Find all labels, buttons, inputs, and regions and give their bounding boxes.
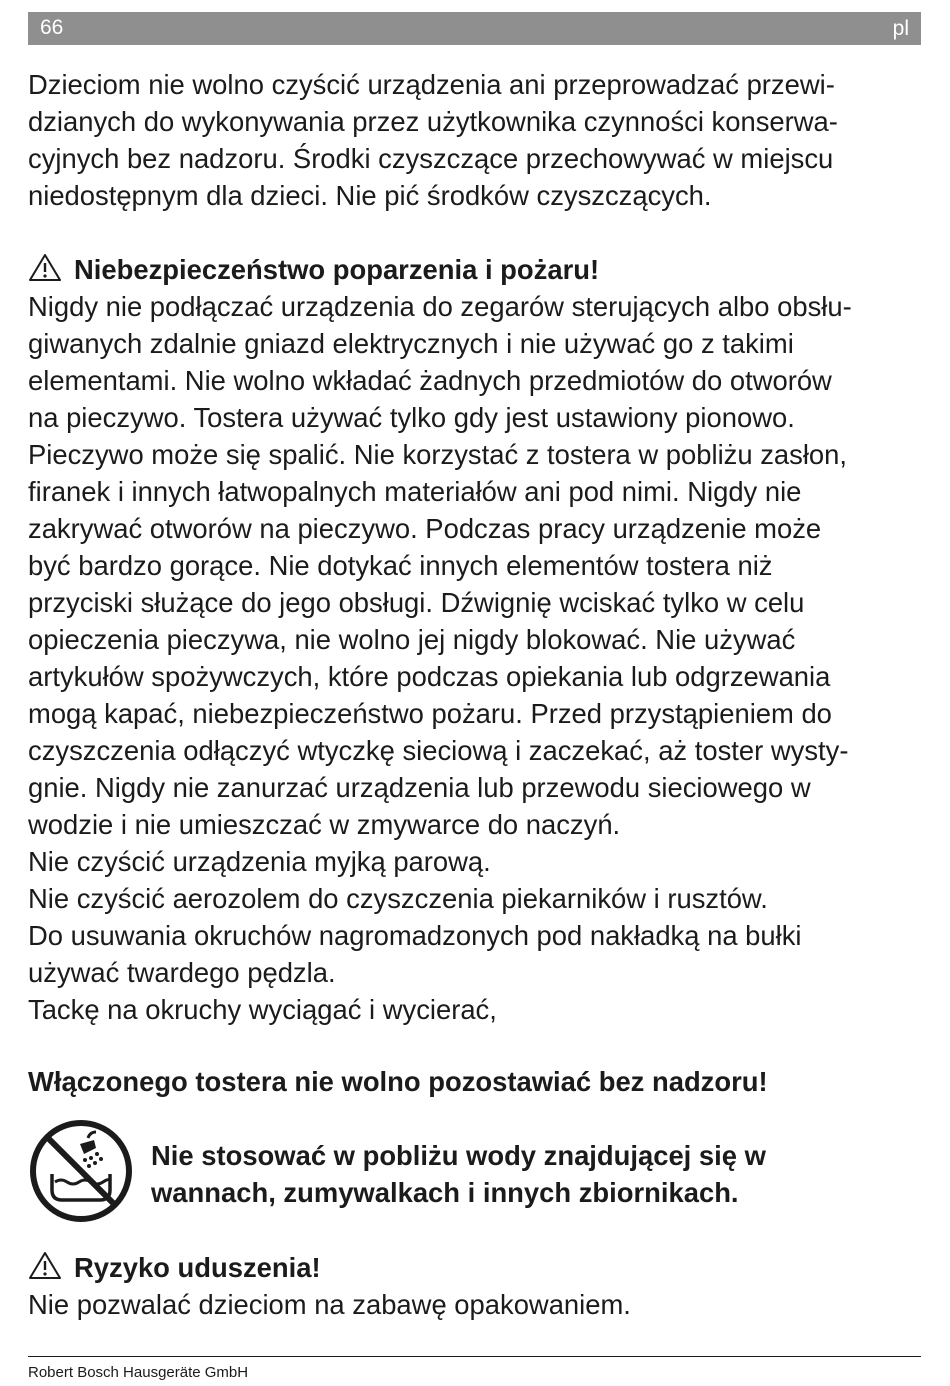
text-line: Nigdy nie podłączać urządzenia do zegarów sterujących albo obsłu- xyxy=(28,291,852,322)
text-line: wodzie i nie umieszczać w zmywarce do naczyń. xyxy=(28,809,621,840)
text-line: artykułów spożywczych, które podczas opiekania lub odgrzewania xyxy=(28,661,831,692)
burn-warning-body xyxy=(28,288,928,1028)
unattended-warning: Włączonego tostera nie wolno pozostawiać bez nadzoru! xyxy=(28,1066,768,1097)
text-line: opieczenia pieczywa, nie wolno jej nigdy blokować. Nie używać xyxy=(28,624,796,655)
footer-company: Robert Bosch Hausgeräte GmbH xyxy=(28,1364,249,1381)
suffocation-warning-title: Ryzyko uduszenia! xyxy=(74,1252,321,1283)
text-line: zakrywać otworów na pieczywo. Podczas pracy urządzenie może xyxy=(28,513,822,544)
text-line: przyciski służące do jego obsługi. Dźwignię wciskać tylko w celu xyxy=(28,587,805,618)
text-line: Pieczywo może się spalić. Nie korzystać z tostera w pobliżu zasłon, xyxy=(28,439,847,470)
text-line: giwanych zdalnie gniazd elektrycznych i nie używać go z takimi xyxy=(28,328,794,359)
text-line: mogą kapać, niebezpieczeństwo pożaru. Przed przystąpieniem do xyxy=(28,698,832,729)
no-water-bath-icon xyxy=(28,1118,134,1224)
footer-divider xyxy=(28,1356,921,1357)
burn-warning-heading xyxy=(28,251,599,288)
text-line: Nie czyścić urządzenia myjką parową. xyxy=(28,846,491,877)
warning-triangle-icon xyxy=(28,253,62,282)
page-number: 66 xyxy=(40,16,64,39)
text-line: dzianych do wykonywania przez użytkownika czynności konserwa- xyxy=(28,106,838,137)
text-line: czyszczenia odłączyć wtyczkę sieciową i zaczekać, aż toster wysty- xyxy=(28,735,849,766)
suffocation-warning-body: Nie pozwalać dzieciom na zabawę opakowaniem. xyxy=(28,1289,631,1320)
text-line: Nie stosować w pobliżu wody znajdującej się w xyxy=(151,1140,766,1171)
text-line: być bardzo gorące. Nie dotykać innych elementów tostera niż xyxy=(28,550,773,581)
language-code: pl xyxy=(892,17,909,40)
text-line: Do usuwania okruchów nagromadzonych pod nakładką na bułki xyxy=(28,920,802,951)
text-line: wannach, zumywalkach i innych zbiornikach. xyxy=(151,1177,739,1208)
intro-paragraph xyxy=(28,66,928,214)
text-line: Tackę na okruchy wyciągać i wycierać, xyxy=(28,994,497,1025)
text-line: na pieczywo. Tostera używać tylko gdy jest ustawiony pionowo. xyxy=(28,402,795,433)
warning-triangle-icon xyxy=(28,1251,62,1280)
text-line: cyjnych bez nadzoru. Środki czyszczące przechowywać w miejscu xyxy=(28,143,834,174)
text-line: elementami. Nie wolno wkładać żadnych przedmiotów do otworów xyxy=(28,365,832,396)
burn-warning-title: Niebezpieczeństwo poparzenia i pożaru! xyxy=(74,254,600,285)
text-line: Dzieciom nie wolno czyścić urządzenia ani przeprowadzać przewi- xyxy=(28,69,835,100)
suffocation-warning-heading xyxy=(28,1249,321,1286)
text-line: używać twardego pędzla. xyxy=(28,957,336,988)
page-header-bar xyxy=(28,12,921,45)
text-line: Nie czyścić aerozolem do czyszczenia piekarników i rusztów. xyxy=(28,883,768,914)
text-line: firanek i innych łatwopalnych materiałów ani pod nimi. Nigdy nie xyxy=(28,476,802,507)
text-line: niedostępnym dla dzieci. Nie pić środków czyszczących. xyxy=(28,180,712,211)
water-warning-text xyxy=(151,1137,766,1211)
text-line: gnie. Nigdy nie zanurzać urządzenia lub przewodu sieciowego w xyxy=(28,772,811,803)
